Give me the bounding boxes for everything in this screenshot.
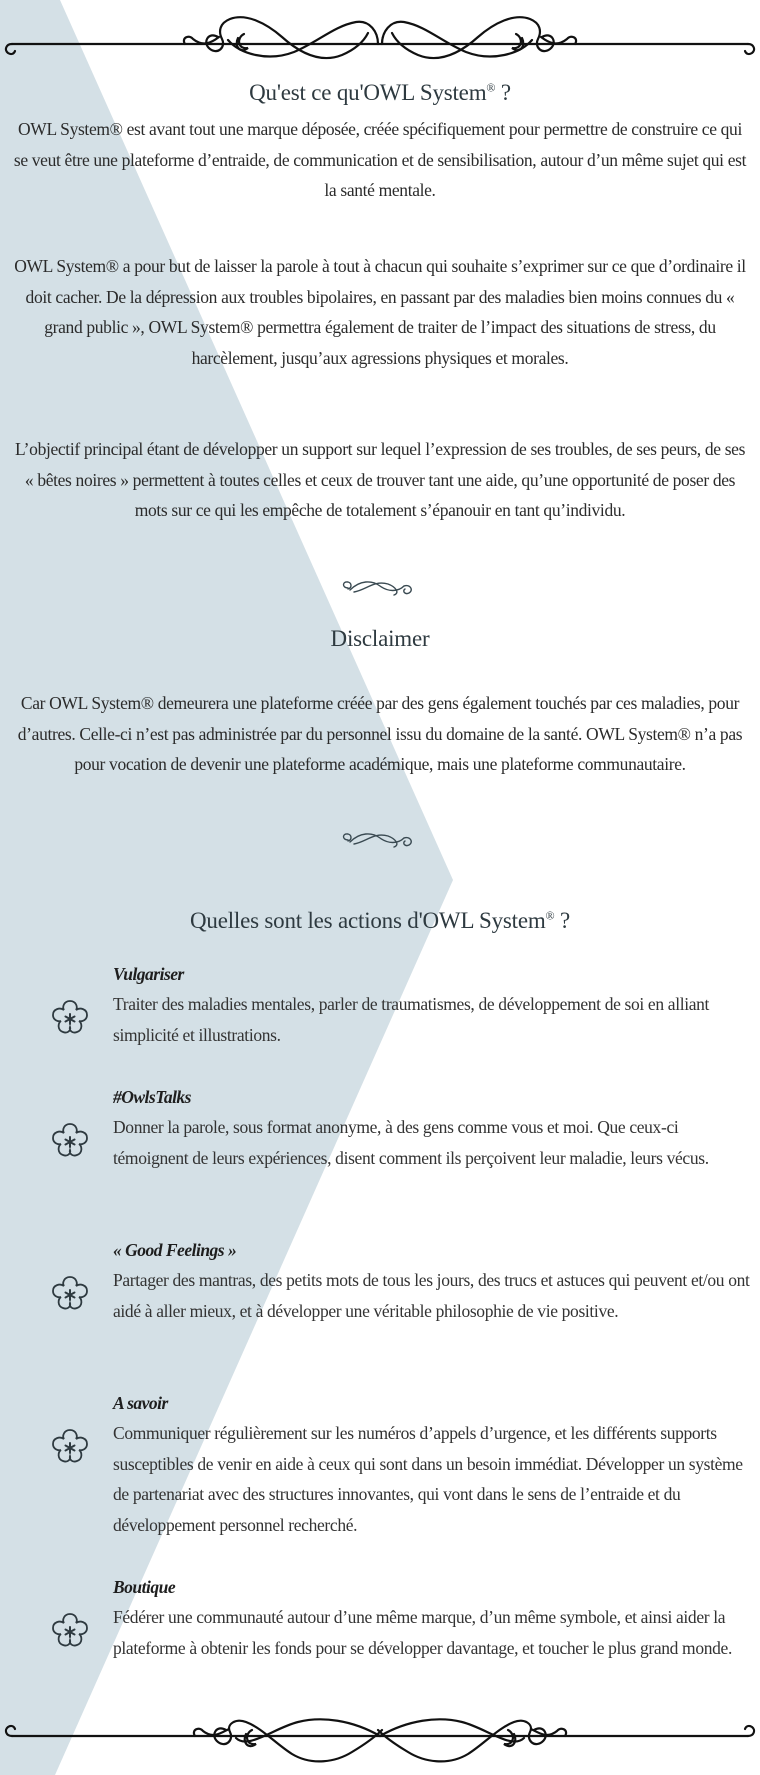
flower-asterisk-icon (50, 998, 90, 1040)
actions-heading (0, 908, 760, 934)
action-title: Vulgariser (113, 964, 184, 984)
action-description: Fédérer une communauté autour d’une même marque, d’un même symbole, et ainsi aider la plateforme à obtenir les fonds pour se développer davantage, et toucher le plus grand monde. (113, 1607, 732, 1658)
flower-asterisk-icon (50, 1274, 90, 1316)
action-title: Boutique (113, 1577, 176, 1597)
flower-asterisk-icon (50, 1427, 90, 1469)
about-heading-suffix: ? (495, 80, 511, 105)
registered-mark: ® (545, 908, 555, 923)
actions-heading-suffix: ? (554, 908, 571, 933)
about-paragraph-3: L’objectif principal étant de développer un support sur lequel l’expression de ses troubles, de ses peurs, de ses « bêtes noires » permettent à toutes celles et ceux de trouver tant une aide, qu’une opportunité de poser des mots sur ce qui les empêche de totalement s’épanouir en tant qu’individu. (14, 439, 746, 520)
disclaimer-paragraph: Car OWL System® demeurera une plateforme créée par des gens également touchés par ces maladies, pour d’autres. Celle-ci n’est pas administrée par du personnel issu du domaine de la santé. OWL System® n’a pas pour vocation de devenir une plateforme académique, mais une plateforme communautaire. (17, 693, 743, 774)
actions-heading-text: Quelles sont les actions d'OWL System (189, 908, 546, 933)
flower-asterisk-icon (50, 1121, 90, 1163)
disclaimer-heading: Disclaimer (330, 626, 430, 651)
flourish-divider-icon (0, 1710, 760, 1770)
scroll-flourish-icon (338, 829, 418, 851)
about-heading (0, 80, 760, 106)
registered-mark: ® (486, 80, 496, 95)
flourish-divider-icon (0, 10, 760, 70)
action-description: Donner la parole, sous format anonyme, à des gens comme vous et moi. Que ceux-ci témoignent de leurs expériences, disent comment ils perçoivent leur maladie, leurs vécus. (113, 1117, 709, 1168)
action-description: Traiter des maladies mentales, parler de traumatismes, de développement de soi en alliant simplicité et illustrations. (113, 994, 710, 1045)
action-title: #OwlsTalks (113, 1087, 191, 1107)
flower-asterisk-icon (50, 1611, 90, 1653)
action-description: Partager des mantras, des petits mots de tous les jours, des trucs et astuces qui peuvent et/ou ont aidé à aller mieux, et à développer une véritable philosophie de vie positive. (113, 1270, 750, 1321)
action-description: Communiquer régulièrement sur les numéros d’appels d’urgence, et les différents supports susceptibles de venir en aide à ceux qui sont dans un besoin immédiat. Développer un système de partenariat avec des structures innovantes, qui vont dans le sens de l’entraide et du développement personnel recherché. (113, 1423, 743, 1535)
about-paragraph-2: OWL System® a pour but de laisser la parole à tout à chacun qui souhaite s’exprimer sur ce que d’ordinaire il doit cacher. De la dépression aux troubles bipolaires, en passant par des maladies bien moins connues du « grand public », OWL System® permettra également de traiter de l’impact des situations de stress, du harcèlement, jusqu’aux agressions physiques et morales. (14, 256, 746, 368)
scroll-flourish-icon (338, 577, 418, 599)
about-paragraph-1: OWL System® est avant tout une marque déposée, créée spécifiquement pour permettre de construire ce qui se veut être une plateforme d’entraide, de communication et de sensibilisation, autour d’un même sujet qui est la santé mentale. (13, 119, 747, 200)
about-heading-text: Qu'est ce qu'OWL System (249, 80, 487, 105)
action-title: A savoir (113, 1393, 168, 1413)
action-title: « Good Feelings » (113, 1240, 237, 1260)
